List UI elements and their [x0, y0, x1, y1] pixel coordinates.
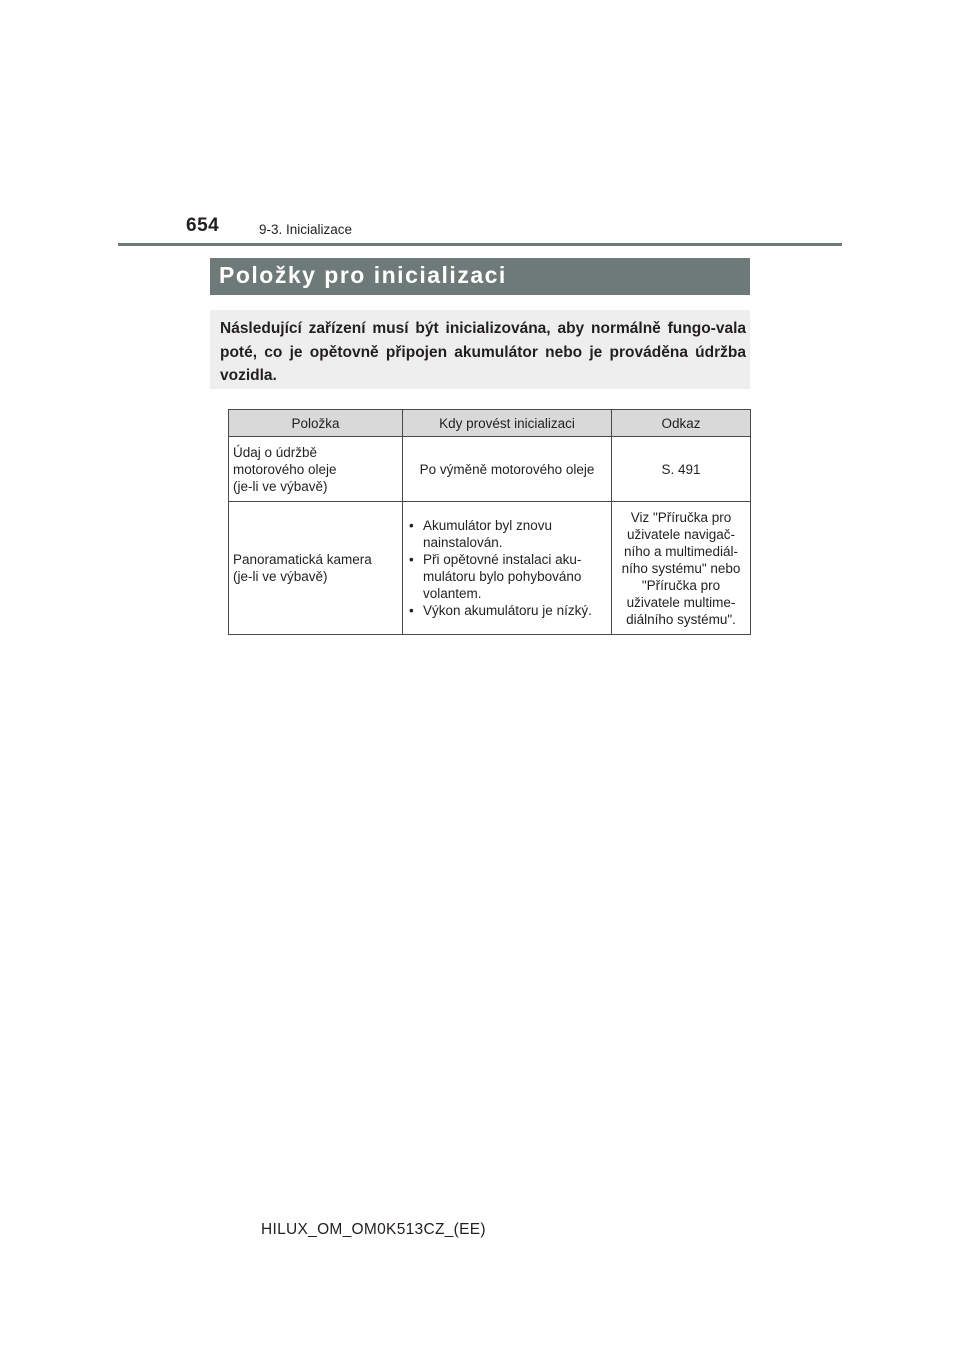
- condition-list: [407, 517, 607, 619]
- section-reference: 9-3. Inicializace: [259, 222, 353, 237]
- reference-cell: S. 491: [612, 437, 751, 502]
- header-divider: [118, 243, 842, 246]
- item-cell: Údaj o údržbě motorového oleje (je-li ve výbavě): [229, 437, 403, 502]
- section-title-bar: [210, 258, 750, 295]
- bullet-marker: •: [409, 518, 414, 533]
- initialization-table: [228, 409, 751, 635]
- intro-box: [210, 310, 750, 389]
- section-title: Položky pro inicializaci: [219, 262, 507, 288]
- when-cell: [403, 502, 612, 635]
- condition-text: Výkon akumulátoru je nízký.: [423, 603, 592, 618]
- reference-cell: Viz "Příručka pro uživatele navigač-ního a multimediál-ního systému" nebo "Příručka pro uživatele multime-diálního systému".: [612, 502, 751, 635]
- list-item: [407, 551, 607, 602]
- intro-text: Následující zařízení musí být inicializována, aby normálně fungo-vala poté, co je opětovně připojen akumulátor nebo je prováděna údržba vozidla.: [220, 320, 746, 384]
- list-item: [407, 602, 607, 619]
- table-row: [229, 437, 751, 502]
- column-header-when: Kdy provést inicializaci: [403, 410, 612, 437]
- item-cell: Panoramatická kamera (je-li ve výbavě): [229, 502, 403, 635]
- condition-text: Akumulátor byl znovu nainstalován.: [423, 518, 553, 550]
- condition-text: Při opětovné instalaci aku-mulátoru bylo pohybováno volantem.: [423, 552, 582, 601]
- page-number: 654: [186, 215, 220, 236]
- column-header-item: Položka: [229, 410, 403, 437]
- bullet-marker: •: [409, 603, 414, 618]
- table-header-row: [229, 410, 751, 437]
- table-row: [229, 502, 751, 635]
- list-item: [407, 517, 607, 551]
- column-header-reference: Odkaz: [612, 410, 751, 437]
- document-code-footer: HILUX_OM_OM0K513CZ_(EE): [261, 1221, 486, 1238]
- when-cell: Po výměně motorového oleje: [403, 437, 612, 502]
- bullet-marker: •: [409, 552, 414, 567]
